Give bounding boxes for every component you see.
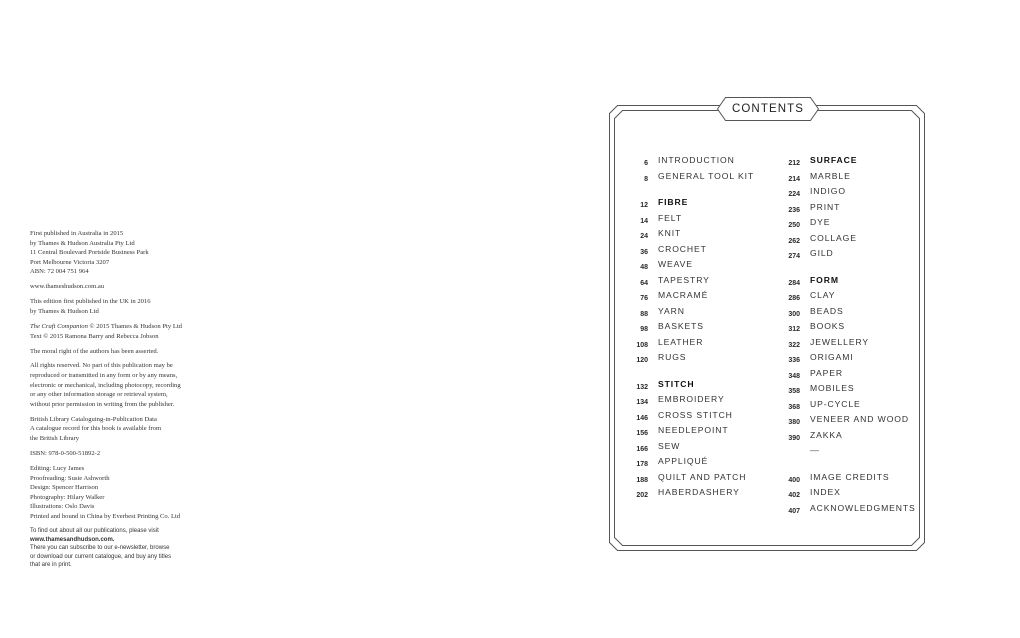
chapter-title: INTRODUCTION [658, 155, 735, 165]
page-number: 14 [640, 217, 648, 225]
contents-entry-row[interactable] [628, 153, 735, 169]
page-number: 300 [788, 310, 800, 318]
chapter-title: WEAVE [658, 259, 693, 269]
page-number: 312 [788, 326, 800, 333]
page-number: 358 [788, 388, 800, 395]
book-title: The Craft Companion [30, 322, 88, 330]
contents-entry-row[interactable] [780, 231, 857, 247]
uk-edition [30, 297, 250, 316]
chapter-title: EMBROIDERY [658, 394, 725, 404]
contents-entry-row[interactable] [780, 184, 846, 200]
page-number: 212 [788, 160, 800, 167]
copyright-line [30, 322, 250, 332]
chapter-title: CROCHET [658, 243, 707, 254]
chapter-title: MOBILES [810, 383, 855, 393]
imprint-line: the British Library [30, 435, 80, 443]
website-block [30, 282, 250, 292]
contents-entry-row[interactable] [780, 428, 843, 444]
chapter-title: YARN [658, 305, 685, 316]
chapter-title: QUILT AND PATCH [658, 471, 747, 482]
page-number: 348 [788, 372, 800, 380]
imprint-line: The moral right of the authors has been asserted. [30, 347, 159, 355]
contents-divider [780, 443, 819, 459]
chapter-title: TAPESTRY [658, 274, 710, 285]
page-number: 64 [640, 279, 648, 287]
page-number: 48 [640, 264, 648, 271]
page-number: 250 [788, 222, 800, 229]
contents-entry-row[interactable] [628, 454, 709, 470]
page-number: 134 [636, 399, 648, 406]
page-number: 286 [788, 295, 800, 302]
contents-entry-row[interactable] [628, 304, 685, 320]
contents-entry-row[interactable] [628, 439, 681, 455]
chapter-title: PRINT [810, 201, 841, 212]
imprint-line: Printed and bound in China by Everbest Printing Co. Ltd [30, 512, 181, 520]
contents-entry-row[interactable] [780, 304, 844, 320]
copyright-text: © 2015 Thames & Hudson Pty Ltd [87, 322, 182, 330]
page-number: 274 [788, 253, 800, 260]
imprint-line: or any other information storage or retrieval system, [30, 391, 168, 399]
chapter-title: IMAGE CREDITS [810, 471, 890, 482]
imprint-line: A catalogue record for this book is available from [30, 425, 162, 433]
chapter-title: ACKNOWLEDGMENTS [810, 502, 916, 513]
contents-entry-row[interactable] [780, 215, 831, 231]
page-number: 284 [788, 279, 800, 287]
imprint-line: Illustrations: Oslo Davis [30, 503, 95, 511]
chapter-title: BOOKS [810, 321, 846, 331]
page-number: 24 [640, 233, 648, 240]
chapter-title: ZAKKA [810, 429, 843, 440]
imprint-line: by Thames & Hudson Australia Pty Ltd [30, 239, 135, 247]
imprint-line: Text © 2015 Ramona Barry and Rebecca Jobson [30, 332, 159, 340]
page-number: 6 [644, 160, 648, 167]
chapter-title: PAPER [810, 367, 843, 378]
section-title: STITCH [658, 378, 695, 389]
imprint-line: Design: Spencer Harrison [30, 484, 99, 492]
contents-entry-row[interactable] [780, 246, 834, 262]
page-number: 108 [636, 341, 648, 349]
credits-block [30, 464, 250, 522]
contents-entry-row[interactable] [628, 319, 704, 335]
contents-entry-row[interactable] [628, 226, 682, 242]
chapter-title: CLAY [810, 290, 836, 300]
isbn [30, 449, 250, 459]
page-number: 88 [640, 310, 648, 318]
contents-left-column [628, 153, 755, 501]
contents-entry-row[interactable] [780, 485, 841, 501]
chapter-title: SEW [658, 440, 681, 451]
contents-section-row[interactable] [780, 273, 839, 289]
page-number: 400 [788, 476, 800, 484]
section-title: SURFACE [810, 155, 858, 165]
page-number: 76 [640, 295, 648, 302]
contents-entry-row[interactable] [628, 257, 693, 273]
page-number: 322 [788, 341, 800, 349]
imprint-line: Photography: Hilary Walker [30, 493, 105, 501]
chapter-title: CROSS STITCH [658, 409, 733, 420]
contents-entry-row[interactable] [628, 392, 725, 408]
contents-entry-row[interactable] [780, 288, 836, 304]
chapter-title: BASKETS [658, 321, 704, 331]
contents-entry-row[interactable] [628, 288, 709, 304]
page-number: 368 [788, 403, 800, 411]
contents-section-row[interactable] [628, 377, 695, 393]
imprint-line: ABN: 72 004 751 964 [30, 268, 89, 276]
contents-entry-row[interactable] [780, 335, 870, 351]
rights-reserved [30, 361, 250, 409]
imprint-line: This edition first published in the UK in 2016 [30, 298, 151, 306]
page-number: 146 [636, 414, 648, 422]
moral-right [30, 347, 250, 357]
contents-entry-row[interactable] [780, 200, 841, 216]
contents-entry-row[interactable] [628, 485, 740, 501]
section-title: FORM [810, 274, 839, 285]
chapter-title: INDIGO [810, 186, 846, 196]
contents-entry-row[interactable] [628, 350, 687, 366]
contents-entry-row[interactable] [628, 273, 710, 289]
contents-entry-row[interactable] [780, 319, 846, 335]
imprint-page [30, 229, 250, 575]
chapter-title: COLLAGE [810, 232, 857, 243]
page-number: 214 [788, 175, 800, 183]
chapter-title: ORIGAMI [810, 352, 854, 362]
page-number: 188 [636, 476, 648, 484]
contents-entry-row[interactable] [780, 470, 890, 486]
contents-entry-row[interactable] [780, 366, 843, 382]
imprint-line: All rights reserved. No part of this publication may be [30, 362, 173, 370]
page-number: 407 [788, 507, 800, 515]
page-number: 178 [636, 461, 648, 468]
chapter-title: NEEDLEPOINT [658, 425, 729, 435]
imprint-line: Proofreading: Susie Ashworth [30, 474, 110, 482]
page-number: 8 [644, 175, 648, 183]
chapter-title: INDEX [810, 487, 841, 497]
chapter-title: DYE [810, 217, 831, 227]
imprint-line: There you can subscribe to our e-newsletter, browse [30, 545, 170, 552]
imprint-line: without prior permission in writing from the publisher. [30, 400, 175, 408]
contents-entry-row[interactable] [628, 423, 729, 439]
chapter-title: RUGS [658, 352, 687, 362]
page-number: 236 [788, 206, 800, 214]
imprint-line: Editing: Lucy James [30, 465, 85, 472]
chapter-title: MARBLE [810, 170, 851, 181]
chapter-title: HABERDASHERY [658, 487, 740, 497]
imprint-line: Port Melbourne Victoria 3207 [30, 258, 110, 266]
publisher-address [30, 229, 250, 277]
imprint-line: reproduced or transmitted in any form or by any means, [30, 372, 178, 380]
imprint-line: that are in print. [30, 562, 72, 569]
chapter-title: MACRAMÉ [658, 290, 709, 300]
imprint-line: ISBN: 978-0-500-51892-2 [30, 450, 101, 458]
imprint-line: 11 Central Boulevard Portside Business Park [30, 249, 149, 257]
contents-section-row[interactable] [628, 195, 689, 211]
imprint-line: or download our current catalogue, and buy any titles [30, 553, 172, 560]
page-number: 12 [640, 202, 648, 209]
contents-entry-row[interactable] [780, 412, 909, 428]
chapter-title: LEATHER [658, 336, 704, 347]
page-number: 132 [636, 383, 648, 391]
chapter-title: BEADS [810, 305, 844, 316]
contents-entry-row[interactable] [780, 381, 855, 397]
section-title: FIBRE [658, 197, 689, 207]
page-number: 390 [788, 434, 800, 442]
divider-dash: — [810, 445, 819, 455]
contents-entry-row[interactable] [780, 501, 916, 517]
copyright-block [30, 322, 250, 341]
contents-entry-row[interactable] [628, 408, 733, 424]
imprint-line: by Thames & Hudson Ltd [30, 307, 99, 315]
page-number: 156 [636, 430, 648, 437]
page-number: 120 [636, 357, 648, 364]
contents-right-column [780, 153, 916, 516]
contents-entry-row[interactable] [628, 211, 682, 227]
page-number: 166 [636, 445, 648, 453]
chapter-title: VENEER AND WOOD [810, 414, 909, 424]
contents-section-row[interactable] [780, 153, 858, 169]
page-number: 98 [640, 326, 648, 333]
group-spacer [780, 459, 800, 470]
page-number: 224 [788, 191, 800, 198]
page-number: 262 [788, 237, 800, 245]
chapter-title: JEWELLERY [810, 336, 870, 347]
page-number: 36 [640, 248, 648, 256]
chapter-title: KNIT [658, 228, 682, 238]
page-number: 202 [636, 492, 648, 499]
page-number: 380 [788, 419, 800, 426]
page-number: 402 [788, 492, 800, 499]
chapter-title: FELT [658, 212, 682, 223]
chapter-title: APPLIQUÉ [658, 456, 709, 466]
contents-entry-row[interactable] [628, 335, 704, 351]
contents-entry-row[interactable] [780, 169, 851, 185]
imprint-line: British Library Cataloguing-in-Publication Data [30, 415, 157, 423]
chapter-title: GILD [810, 248, 834, 258]
page-number: 336 [788, 357, 800, 364]
chapter-title: GENERAL TOOL KIT [658, 170, 755, 181]
publications-note [30, 527, 250, 570]
imprint-line: To find out about all our publications, please visit [30, 527, 159, 534]
contents-entry-row[interactable] [628, 242, 707, 258]
contents-entry-row[interactable] [780, 397, 861, 413]
chapter-title: UP-CYCLE [810, 398, 861, 409]
publisher-website-link[interactable]: www.thamesandhudson.com. [30, 536, 115, 543]
contents-entry-row[interactable] [780, 350, 854, 366]
contents-heading: CONTENTS [731, 103, 805, 115]
imprint-line: First published in Australia in 2015 [30, 230, 124, 237]
cataloguing-data [30, 415, 250, 444]
imprint-line: electronic or mechanical, including photocopy, recording [30, 381, 181, 389]
website-link[interactable]: www.thameshudson.com.au [30, 283, 105, 291]
contents-entry-row[interactable] [628, 470, 747, 486]
contents-entry-row[interactable] [628, 169, 755, 185]
